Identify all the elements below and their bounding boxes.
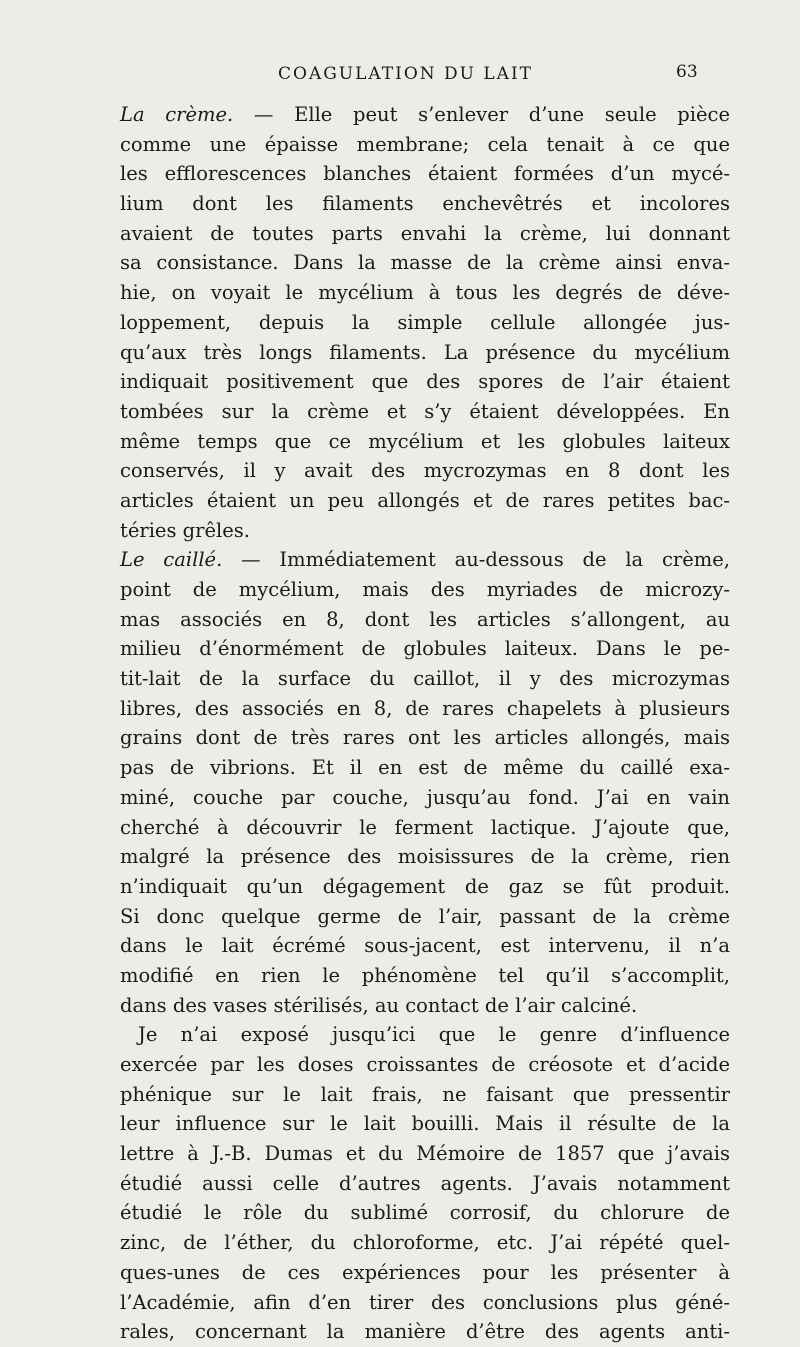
- line-text: phénique sur le lait frais, ne faisant que pressentir: [120, 1082, 730, 1106]
- text-line: [120, 1139, 730, 1169]
- line-text: — Immédiatement au-dessous de la crème,: [222, 548, 731, 572]
- line-text: miné, couche par couche, jusqu’au fond. J’ai en vain: [120, 785, 730, 809]
- text-line: [120, 634, 730, 664]
- text-line: [120, 397, 730, 427]
- line-text: Si donc quelque germe de l’air, passant de la crème: [120, 904, 730, 928]
- line-text: qu’aux très longs filaments. La présence du mycélium: [120, 340, 730, 364]
- line-text: tombées sur la crème et s’y étaient développées. En: [120, 399, 730, 423]
- body-text: [120, 100, 730, 1347]
- line-text: milieu d’énormément de globules laiteux. Dans le pe-: [120, 637, 730, 661]
- text-line: [120, 902, 730, 932]
- line-text: n’indiquait qu’un dégagement de gaz se fût produit.: [120, 874, 730, 898]
- text-line: [120, 664, 730, 694]
- text-line: [120, 278, 730, 308]
- line-text: comme une épaisse membrane; cela tenait à ce que: [120, 132, 730, 156]
- line-text: exercée par les doses croissantes de créosote et d’acide: [120, 1053, 730, 1076]
- page-header: [0, 64, 800, 94]
- text-line: [120, 100, 730, 130]
- text-line: [120, 219, 730, 249]
- text-line: [120, 159, 730, 189]
- text-line: [120, 516, 730, 546]
- text-line: [120, 575, 730, 605]
- text-line: [120, 456, 730, 486]
- page-number: 63: [676, 62, 698, 82]
- text-line: [120, 694, 730, 724]
- running-title: COAGULATION DU LAIT: [278, 64, 534, 84]
- paragraph: [120, 545, 730, 1020]
- line-text: libres, des associés en 8, de rares chapelets à plusieurs: [120, 696, 730, 720]
- text-line: [120, 1228, 730, 1258]
- text-line: [120, 308, 730, 338]
- line-text: — Elle peut s’enlever d’une seule pièce: [233, 103, 730, 126]
- line-text: même temps que ce mycélium et les globules laiteux: [120, 429, 730, 453]
- text-line: [120, 1288, 730, 1318]
- text-line: [120, 783, 730, 813]
- line-text: dans le lait écrémé sous-jacent, est intervenu, il n’a: [120, 934, 730, 958]
- text-line: [120, 427, 730, 457]
- line-text: dans des vases stérilisés, au contact de l’air calciné.: [120, 993, 638, 1017]
- text-line: [120, 931, 730, 961]
- text-line: [120, 723, 730, 753]
- text-line: [120, 189, 730, 219]
- line-text: indiquait positivement que des spores de l’air étaient: [120, 370, 730, 394]
- text-line: [120, 338, 730, 368]
- line-text: l’Académie, afin d’en tirer des conclusions plus géné-: [120, 1290, 730, 1314]
- line-text: modifié en rien le phénomène tel qu’il s’accomplit,: [120, 963, 730, 987]
- line-text: téries grêles.: [120, 518, 251, 542]
- text-line: [120, 753, 730, 783]
- text-line: [120, 1020, 730, 1050]
- line-text: lium dont les filaments enchevêtrés et incolores: [120, 192, 730, 216]
- line-text: étudié aussi celle d’autres agents. J’avais notamment: [120, 1171, 730, 1195]
- text-line: [120, 605, 730, 635]
- line-text: cherché à découvrir le ferment lactique. J’ajoute que,: [120, 815, 730, 839]
- line-text: avaient de toutes parts envahi la crème, lui donnant: [120, 221, 730, 245]
- line-text: tit-lait de la surface du caillot, il y des microzymas: [120, 667, 730, 691]
- text-line: [120, 813, 730, 843]
- text-line: [120, 545, 730, 575]
- line-text: sa consistance. Dans la masse de la crème ainsi enva-: [120, 251, 730, 275]
- line-text: articles étaient un peu allongés et de rares petites bac-: [120, 488, 730, 512]
- text-line: [120, 367, 730, 397]
- line-text: Je n’ai exposé jusqu’ici que le genre d’influence: [138, 1023, 730, 1047]
- line-text: conservés, il y avait des mycrozymas en 8 dont les: [120, 459, 730, 483]
- line-text: rales, concernant la manière d’être des agents anti-: [120, 1320, 730, 1344]
- line-text: loppement, depuis la simple cellule allongée jus-: [120, 310, 730, 334]
- text-line: [120, 248, 730, 278]
- line-text: ques-unes de ces expériences pour les présenter à: [120, 1260, 730, 1284]
- paragraph: [120, 100, 730, 545]
- text-line: [120, 1050, 730, 1080]
- section-lead: La crème.: [120, 103, 234, 126]
- text-line: [120, 991, 730, 1021]
- line-text: lettre à J.-B. Dumas et du Mémoire de 1857 que j’avais: [120, 1142, 730, 1166]
- line-text: malgré la présence des moisissures de la crème, rien: [120, 845, 730, 869]
- text-line: [120, 486, 730, 516]
- line-text: étudié le rôle du sublimé corrosif, du chlorure de: [120, 1201, 730, 1225]
- text-line: [120, 1169, 730, 1199]
- text-line: [120, 130, 730, 160]
- line-text: leur influence sur le lait bouilli. Mais il résulte de la: [120, 1112, 730, 1136]
- line-text: pas de vibrions. Et il en est de même du caillé exa-: [120, 756, 730, 780]
- section-lead: Le caillé.: [120, 548, 223, 572]
- line-text: zinc, de l’éther, du chloroforme, etc. J’ai répété quel-: [120, 1231, 730, 1255]
- line-text: les efflorescences blanches étaient formées d’un mycé-: [120, 162, 730, 186]
- text-line: [120, 1080, 730, 1110]
- text-line: [120, 1258, 730, 1288]
- text-line: [120, 961, 730, 991]
- line-text: grains dont de très rares ont les articles allongés, mais: [120, 726, 730, 750]
- text-line: [120, 872, 730, 902]
- line-text: hie, on voyait le mycélium à tous les degrés de déve-: [120, 281, 730, 305]
- line-text: point de mycélium, mais des myriades de microzy-: [120, 578, 730, 601]
- line-text: mas associés en 8, dont les articles s’allongent, au: [120, 607, 730, 631]
- text-line: [120, 1317, 730, 1347]
- text-line: [120, 842, 730, 872]
- text-line: [120, 1198, 730, 1228]
- text-line: [120, 1109, 730, 1139]
